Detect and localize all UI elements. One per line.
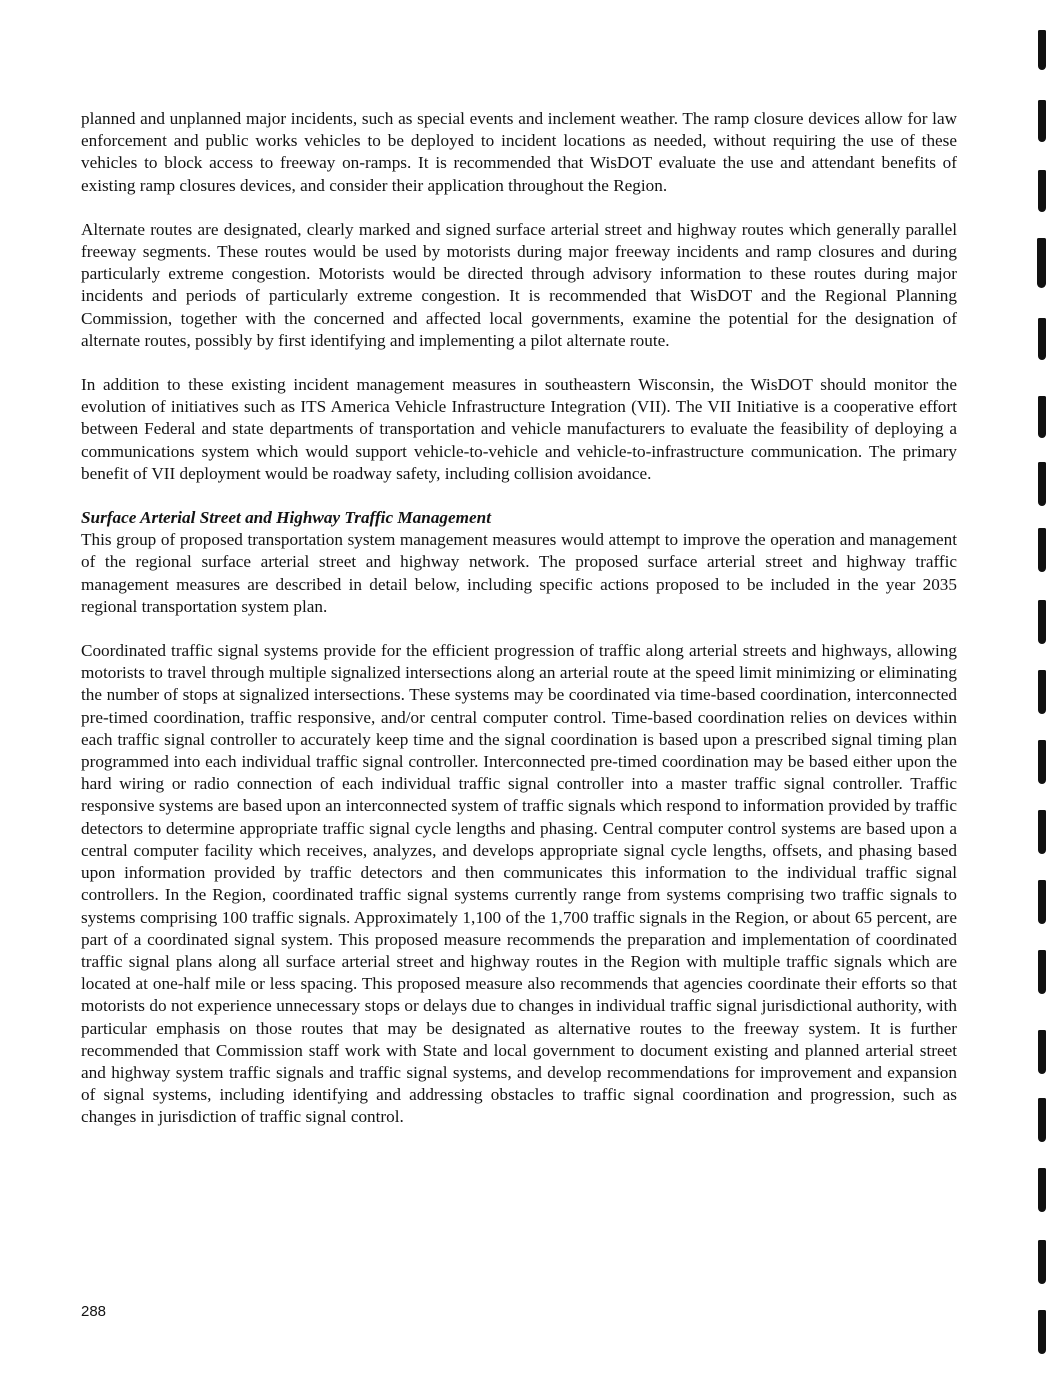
binding-hole-mark: [1038, 1098, 1046, 1142]
binding-hole-mark: [1038, 1168, 1046, 1212]
binding-hole-mark: [1038, 396, 1046, 438]
page-number: 288: [81, 1303, 107, 1320]
binding-hole-mark: [1038, 1030, 1046, 1074]
binding-hole-mark: [1038, 740, 1046, 784]
paragraph-vii-initiative: In addition to these existing incident management measures in southeastern Wisconsin, the WisDOT should monitor the evolution of initiatives such as ITS America Vehicle Infrastructure Integration (VII). The VII Initiative is a cooperative effort between Federal and state departments of transportation and vehicle manufacturers to evaluate the feasibility of deploying a communications system which would support vehicle-to-vehicle and vehicle-to-infrastructure communication. The primary benefit of VII deployment would be roadway safety, including collision avoidance.: [81, 375, 957, 483]
paragraph-section-intro: This group of proposed transportation system management measures would attempt to improve the operation and management of the regional surface arterial street and highway network. The proposed surface arterial street and highway traffic management measures are described in detail below, including specific actions proposed to be included in the year 2035 regional transportation system plan.: [81, 530, 957, 616]
binding-hole-mark: [1038, 950, 1046, 994]
binding-hole-mark: [1038, 528, 1046, 572]
binding-hole-mark: [1038, 318, 1046, 360]
paragraph-alternate-routes: Alternate routes are designated, clearly marked and signed surface arterial street and highway routes which generally parallel freeway segments. These routes would be used by motorists during major freeway incidents and ramp closures and during particularly extreme congestion. Motorists would be directed through advisory information to these routes during major incidents and periods of particularly extreme congestion. It is recommended that WisDOT and the Regional Planning Commission, together with the concerned and affected local governments, examine the potential for the designation of alternate routes, possibly by first identifying and implementing a pilot alternate route.: [81, 219, 957, 350]
binding-hole-mark: [1038, 880, 1046, 924]
binding-hole-mark: [1038, 30, 1046, 70]
document-body: [81, 108, 957, 1151]
paragraph-coordinated-signals: Coordinated traffic signal systems provide for the efficient progression of traffic along arterial streets and highways, allowing motorists to travel through multiple signalized intersections along an arterial route at the speed limit minimizing or eliminating the number of stops at signalized intersections. These systems may be coordinated via time-based coordination, interconnected pre-timed coordination, traffic responsive, and/or central computer control. Time-based coordination relies on devices within each traffic signal controller to accurately keep time and the signal coordination is based upon a prescribed signal timing plan programmed into each individual traffic signal controller. Interconnected pre-timed coordination may be based either upon the hard wiring or radio connection of each individual traffic signal controller into a master traffic signal controller. Traffic responsive systems are based upon an interconnected system of traffic signals which respond to information provided by traffic detectors to determine appropriate traffic signal cycle lengths and phasing. Central computer control systems are based upon a central computer facility which receives, analyzes, and develops appropriate signal cycle lengths, offsets, and phasing based upon information provided by traffic detectors and then communicates this information to the individual traffic signal controllers. In the Region, coordinated traffic signal systems currently range from systems comprising two traffic signals to systems comprising 100 traffic signals. Approximately 1,100 of the 1,700 traffic signals in the Region, or about 65 percent, are part of a coordinated signal system. This proposed measure recommends the preparation and implementation of coordinated traffic signal plans along all surface arterial street and highway routes in the Region with multiple traffic signals which are located at one-half mile or less spacing. This proposed measure also recommends that agencies coordinate their efforts so that motorists do not experience unnecessary stops or delays due to changes in individual traffic signal jurisdictional authority, with particular emphasis on those routes that may be designated as alternative routes to the freeway system. It is further recommended that Commission staff work with State and local government to document existing and planned arterial street and highway system traffic signals and traffic signal systems, and develop recommendations for improvement and expansion of signal systems, including identifying and addressing obstacles to traffic signal coordination and progression, such as changes in jurisdiction of traffic signal control.: [81, 641, 957, 1127]
binding-hole-mark: [1038, 1240, 1046, 1284]
binding-hole-mark: [1038, 810, 1046, 854]
binding-hole-mark: [1038, 462, 1046, 506]
paragraph-ramp-closures: planned and unplanned major incidents, such as special events and inclement weather. The ramp closure devices allow for law enforcement and public works vehicles to be deployed to incident locations as needed, without requiring the use of these vehicles to block access to freeway on-ramps. It is recommended that WisDOT evaluate the use and attendant benefits of existing ramp closures devices, and consider their application throughout the Region.: [81, 109, 957, 195]
binding-hole-mark: [1038, 100, 1046, 142]
binding-hole-mark: [1038, 170, 1046, 212]
binding-hole-mark: [1038, 670, 1046, 714]
binding-hole-mark: [1038, 1310, 1046, 1354]
binding-hole-mark: [1038, 600, 1046, 644]
section-heading: Surface Arterial Street and Highway Traffic Management: [81, 508, 491, 528]
binding-hole-mark: [1037, 238, 1046, 288]
binding-strip: [1030, 0, 1057, 1379]
